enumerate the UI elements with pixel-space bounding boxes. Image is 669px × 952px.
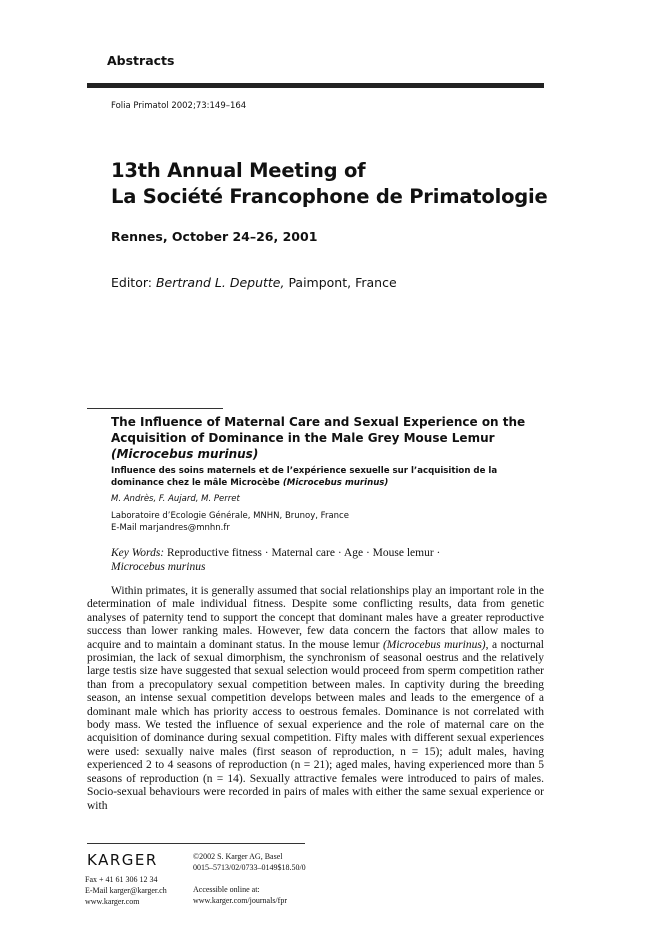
author-email: E-Mail marjandres@mnhn.fr: [111, 523, 230, 533]
keywords: [111, 546, 511, 574]
article-code: 0015–5713/02/0733–0149$18.50/0: [193, 863, 306, 872]
article-title-fr-species: (Microcebus murinus): [282, 478, 389, 488]
meeting-title: [111, 158, 548, 210]
article-title: [111, 414, 551, 462]
authors: M. Andrès, F. Aujard, M. Perret: [111, 494, 240, 504]
article-title-species: (Microcebus murinus): [111, 447, 259, 461]
editor-line: [111, 275, 397, 290]
abstract-body: [87, 585, 544, 813]
article-title-fr-text: Influence des soins maternels et de l’expérience sexuelle sur l’acquisition de la dominance chez le mâle Microcèbe: [111, 466, 498, 488]
footer-rule: [87, 843, 305, 844]
affiliation: Laboratoire d’Ecologie Générale, MNHN, Brunoy, France: [111, 511, 349, 521]
keywords-species: Microcebus murinus: [111, 561, 206, 573]
header-rule: [87, 83, 544, 88]
abstract-paragraph: [87, 585, 544, 813]
copyright-block: [193, 851, 306, 906]
body-part-2: , a nocturnal prosimian, the lack of sexual dimorphism, the synchronism of seasonal oestrus and the relatively large testis size have suggested that sexual selection would proceed from sperm competition rather than from a precopulatory sexual competition between males. In captivity during the breeding season, an intense sexual competition develops between males and leads to the emergence of a dominant male which has priority access to oestrous females. Dominance is not correlated with body mass. We tested the influence of sexual experience and the role of maternal care on the acquisition of dominance during sexual competition. Fifty males with different sexual experiences were used: sexually naive males (first season of reproduction, n = 15); adult males, having experienced 2 to 4 seasons of reproduction (n = 21); aged males, having experienced more than 5 seasons of reproduction (n = 14). Sexually attractive females were introduced to pairs of males. Socio-sexual behaviours were recorded in pairs of males with either the same sexual experience or with: [87, 638, 544, 812]
meeting-dates: Rennes, October 24–26, 2001: [111, 229, 318, 244]
article-title-french: [111, 465, 551, 489]
article-title-en: The Influence of Maternal Care and Sexual Experience on the Acquisition of Dominance in the Male Grey Mouse Lemur: [111, 415, 526, 445]
accessible-url[interactable]: www.karger.com/journals/fpr: [193, 896, 287, 905]
body-species: (Microcebus murinus): [382, 638, 486, 651]
article-rule: [87, 408, 223, 409]
publisher-contact: [85, 874, 167, 907]
meeting-title-line2: La Société Francophone de Primatologie: [111, 185, 548, 208]
keywords-text: Reproductive fitness · Maternal care · Age · Mouse lemur ·: [164, 547, 441, 559]
accessible-label: Accessible online at:: [193, 885, 260, 894]
meeting-title-line1: 13th Annual Meeting of: [111, 159, 366, 182]
affiliation-block: [111, 510, 349, 534]
editor-name: Bertrand L. Deputte,: [155, 275, 285, 290]
journal-reference: Folia Primatol 2002;73:149–164: [111, 101, 247, 111]
section-label: Abstracts: [107, 53, 175, 68]
keywords-label: Key Words:: [111, 547, 165, 559]
editor-place: Paimpont, France: [284, 275, 397, 290]
publisher-fax: Fax + 41 61 306 12 34: [85, 875, 158, 884]
publisher-email[interactable]: E-Mail karger@karger.ch: [85, 886, 167, 895]
editor-prefix: Editor:: [111, 275, 156, 290]
publisher-website[interactable]: www.karger.com: [85, 897, 140, 906]
copyright: ©2002 S. Karger AG, Basel: [193, 852, 283, 861]
publisher-logo: KARGER: [87, 851, 158, 869]
body-part-1: Within primates, it is generally assumed that social relationships play an important role in the determination of male individual fitness. Despite some conflicting results, data from genetic analyses of paternity tend to support the concept that dominant males have a greater reproductive success than lower ranking males. However, few data concern the factors that allow males to acquire and to maintain a dominant status. In the mouse lemur: [87, 585, 544, 651]
